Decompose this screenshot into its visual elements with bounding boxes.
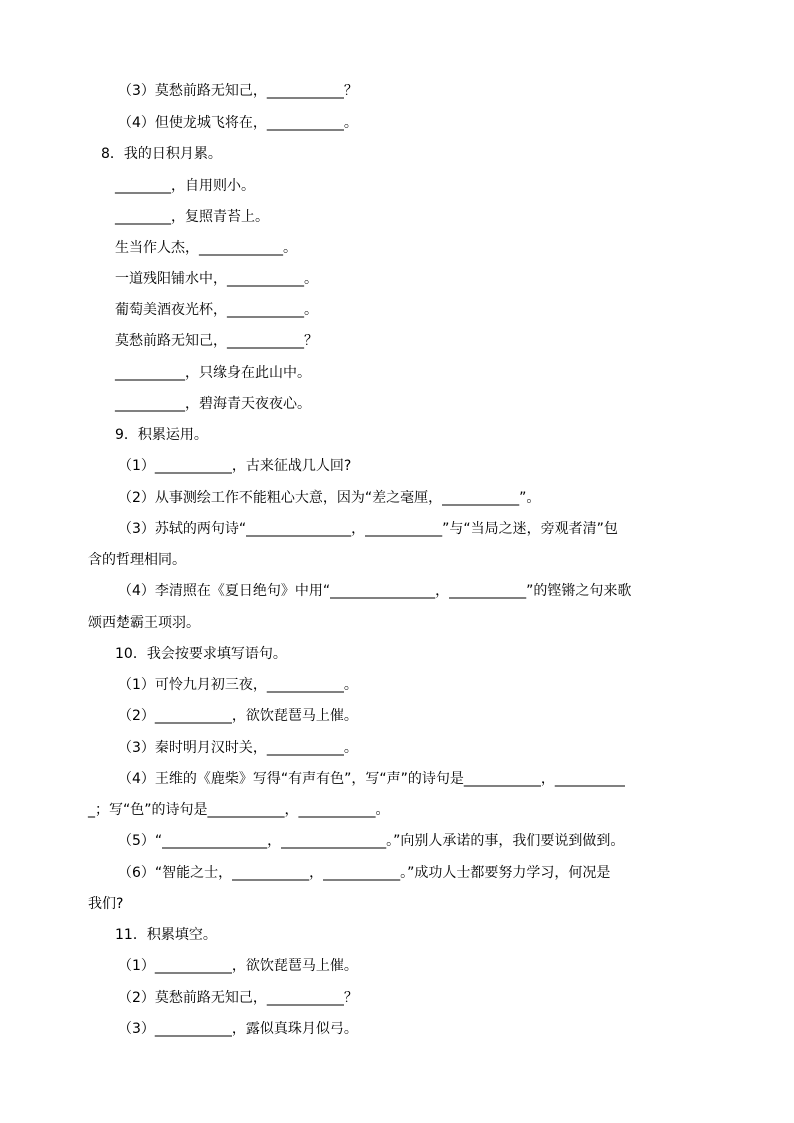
q10-item-5: （5）“_______________，_______________。”向别人承诺的事，我们要说到做到。 bbox=[118, 833, 625, 849]
q8-heading: 8．我的日积月累。 bbox=[101, 146, 222, 162]
q10-item-3: （3）秦时明月汉时关，___________。 bbox=[118, 740, 358, 756]
q8-line-8: __________，碧海青天夜夜心。 bbox=[115, 396, 311, 412]
q11-heading: 11．积累填空。 bbox=[115, 927, 217, 943]
q9-item-1: （1）___________，古来征战几人回? bbox=[118, 458, 352, 474]
q10-item-1: （1）可怜九月初三夜，___________。 bbox=[118, 677, 358, 693]
q9-item-4-cont: 颂西楚霸王项羽。 bbox=[88, 615, 200, 631]
q10-heading: 10．我会按要求填写语句。 bbox=[115, 646, 287, 662]
q8-line-3: 生当作人杰，____________。 bbox=[115, 240, 297, 256]
q9-item-3-cont: 含的哲理相同。 bbox=[88, 552, 186, 568]
q8-line-4: 一道残阳铺水中，___________。 bbox=[115, 271, 318, 287]
q8-line-5: 葡萄美酒夜光杯，___________。 bbox=[115, 302, 318, 318]
q11-item-1: （1）___________，欲饮琵琶马上催。 bbox=[118, 958, 358, 974]
q7-item-4: （4）但使龙城飞将在，___________。 bbox=[118, 115, 358, 131]
q9-item-4: （4）李清照在《夏日绝句》中用“_______________，___________”的铿锵之句来歌 bbox=[118, 583, 632, 599]
q9-heading: 9．积累运用。 bbox=[115, 427, 208, 443]
q8-line-1: ________，自用则小。 bbox=[115, 178, 255, 194]
q10-item-4: （4）王维的《鹿柴》写得“有声有色”，写“声”的诗句是___________，__________ bbox=[118, 771, 625, 787]
q10-item-6: （6）“智能之士，___________，___________。”成功人士都要努力学习，何况是 bbox=[118, 865, 611, 881]
q10-item-4-cont: _；写“色”的诗句是___________，___________。 bbox=[88, 802, 390, 818]
q8-line-7: __________，只缘身在此山中。 bbox=[115, 365, 311, 381]
q9-item-3: （3）苏轼的两句诗“_______________，___________”与“当局之迷，旁观者清”包 bbox=[118, 521, 618, 537]
q7-item-3: （3）莫愁前路无知己，___________？ bbox=[118, 83, 358, 99]
q8-line-6: 莫愁前路无知己，___________？ bbox=[115, 333, 318, 349]
q10-item-6-cont: 我们? bbox=[88, 896, 124, 912]
q11-item-2: （2）莫愁前路无知己，___________？ bbox=[118, 990, 358, 1006]
q8-line-2: ________，复照青苔上。 bbox=[115, 209, 269, 225]
q11-item-3: （3）___________，露似真珠月似弓。 bbox=[118, 1021, 358, 1037]
q10-item-2: （2）___________，欲饮琵琶马上催。 bbox=[118, 708, 358, 724]
q9-item-2: （2）从事测绘工作不能粗心大意，因为“差之毫厘，___________”。 bbox=[118, 490, 541, 506]
